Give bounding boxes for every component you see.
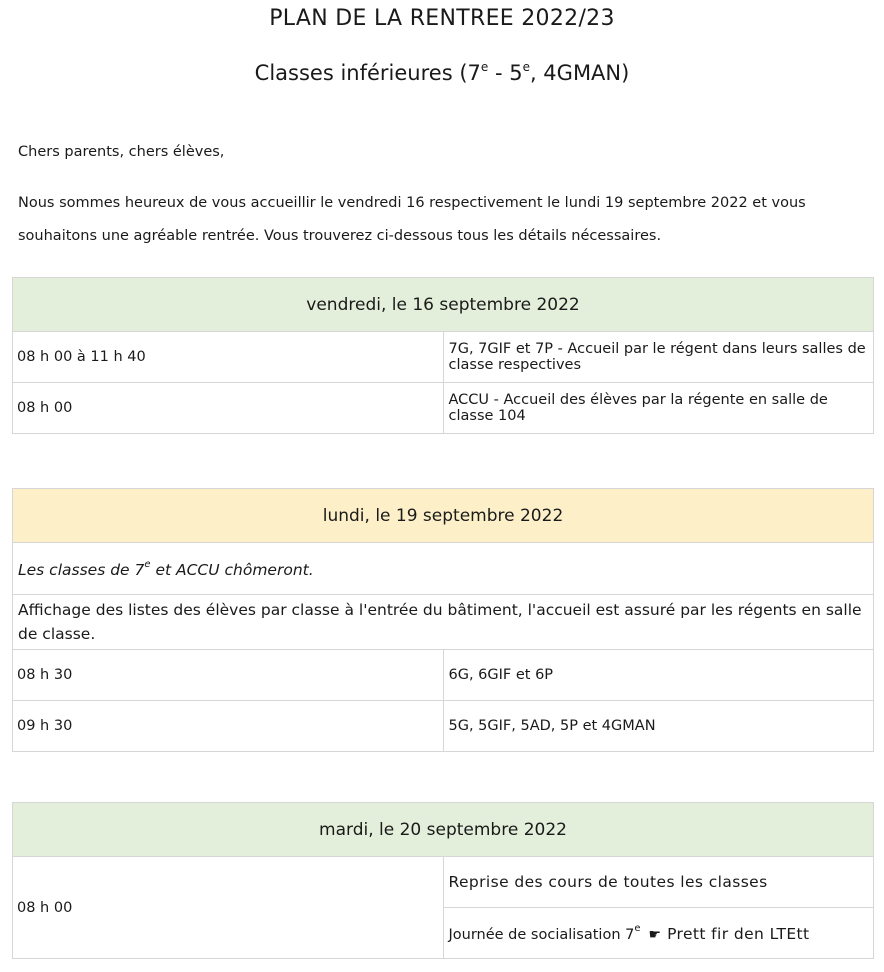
subtitle-text: - 5	[488, 61, 523, 85]
activity-cell: Reprise des cours de toutes les classes	[443, 857, 874, 908]
page-title: PLAN DE LA RENTREE 2022/23	[269, 6, 615, 31]
page-subtitle	[0, 60, 884, 85]
time-cell: 08 h 30	[13, 650, 444, 701]
activity-cell: 6G, 6GIF et 6P	[443, 650, 874, 701]
table-row	[13, 543, 874, 595]
table-row	[13, 701, 874, 752]
day-heading-monday: lundi, le 19 septembre 2022	[13, 489, 874, 543]
activity-cell	[443, 908, 874, 959]
note-text: Les classes de 7	[18, 560, 145, 579]
subtitle-superscript: e	[522, 60, 530, 74]
activity-cell: ACCU - Accueil des élèves par la régente en salle de classe 104	[443, 383, 874, 434]
time-cell: 09 h 30	[13, 701, 444, 752]
subtitle-superscript: e	[480, 60, 489, 74]
note-superscript: e	[144, 558, 151, 570]
greeting: Chers parents, chers élèves,	[18, 144, 225, 160]
pointing-hand-icon: ☛	[648, 927, 662, 943]
activity-text: Journée de socialisation 7	[448, 927, 635, 943]
day-heading-friday: vendredi, le 16 septembre 2022	[13, 278, 874, 332]
table-row	[13, 595, 874, 650]
activity-cell: 7G, 7GIF et 7P - Accueil par le régent dans leurs salles de classe respectives	[443, 332, 874, 383]
note-text: et ACCU chômeront.	[150, 560, 314, 579]
subtitle-text: Classes inférieures (7	[254, 61, 481, 85]
time-cell: 08 h 00 à 11 h 40	[13, 332, 444, 383]
table-row	[13, 383, 874, 434]
schedule-table-monday	[12, 488, 874, 752]
intro-paragraph: Nous sommes heureux de vous accueillir le vendredi 16 respectivement le lundi 19 septembre 2022 et vous souhaitons une agréable rentrée. Vous trouverez ci-dessous tous les détails nécessaires.	[18, 195, 806, 244]
activity-superscript: e	[634, 923, 641, 934]
schedule-table-tuesday	[12, 802, 874, 959]
schedule-table-friday	[12, 277, 874, 434]
table-row	[13, 650, 874, 701]
time-cell: 08 h 00	[13, 857, 444, 959]
display-note: Affichage des listes des élèves par classe à l'entrée du bâtiment, l'accueil est assuré par les régents en salle de classe.	[13, 595, 874, 650]
subtitle-text: , 4GMAN)	[529, 61, 630, 85]
table-row	[13, 332, 874, 383]
activity-text: Prett fir den LTEtt	[667, 925, 810, 943]
table-row	[13, 857, 874, 908]
closure-note	[13, 543, 874, 595]
activity-cell: 5G, 5GIF, 5AD, 5P et 4GMAN	[443, 701, 874, 752]
day-heading-tuesday: mardi, le 20 septembre 2022	[13, 803, 874, 857]
time-cell: 08 h 00	[13, 383, 444, 434]
